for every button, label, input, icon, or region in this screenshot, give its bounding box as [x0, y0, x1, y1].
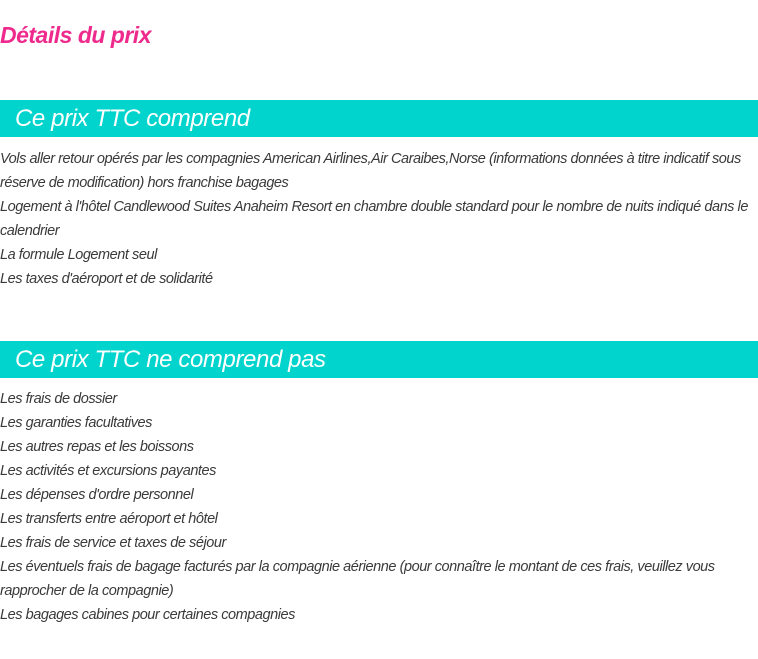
not-included-list — [0, 387, 758, 627]
not-included-item: Les bagages cabines pour certaines compagnies — [0, 607, 295, 623]
included-section-heading: Ce prix TTC comprend — [0, 100, 758, 137]
included-item: Les taxes d'aéroport et de solidarité — [0, 271, 213, 287]
not-included-item: Les éventuels frais de bagage facturés par la compagnie aérienne (pour connaître le montant de ces frais, veuillez vous rapprocher de la compagnie) — [0, 559, 715, 599]
not-included-item: Les dépenses d'ordre personnel — [0, 487, 194, 503]
included-list — [0, 147, 758, 291]
not-included-item: Les transferts entre aéroport et hôtel — [0, 511, 218, 527]
included-item: Vols aller retour opérés par les compagnies American Airlines,Air Caraibes,Norse (informations données à titre indicatif sous réserve de modification) hors franchise bagages — [0, 151, 741, 191]
not-included-item: Les activités et excursions payantes — [0, 463, 216, 479]
included-item: La formule Logement seul — [0, 247, 157, 263]
not-included-section-heading: Ce prix TTC ne comprend pas — [0, 341, 758, 378]
not-included-item: Les frais de dossier — [0, 391, 117, 407]
page-title: Détails du prix — [0, 22, 151, 48]
not-included-item: Les garanties facultatives — [0, 415, 152, 431]
included-item: Logement à l'hôtel Candlewood Suites Anaheim Resort en chambre double standard pour le nombre de nuits indiqué dans le calendrier — [0, 199, 748, 239]
not-included-item: Les autres repas et les boissons — [0, 439, 194, 455]
not-included-item: Les frais de service et taxes de séjour — [0, 535, 226, 551]
